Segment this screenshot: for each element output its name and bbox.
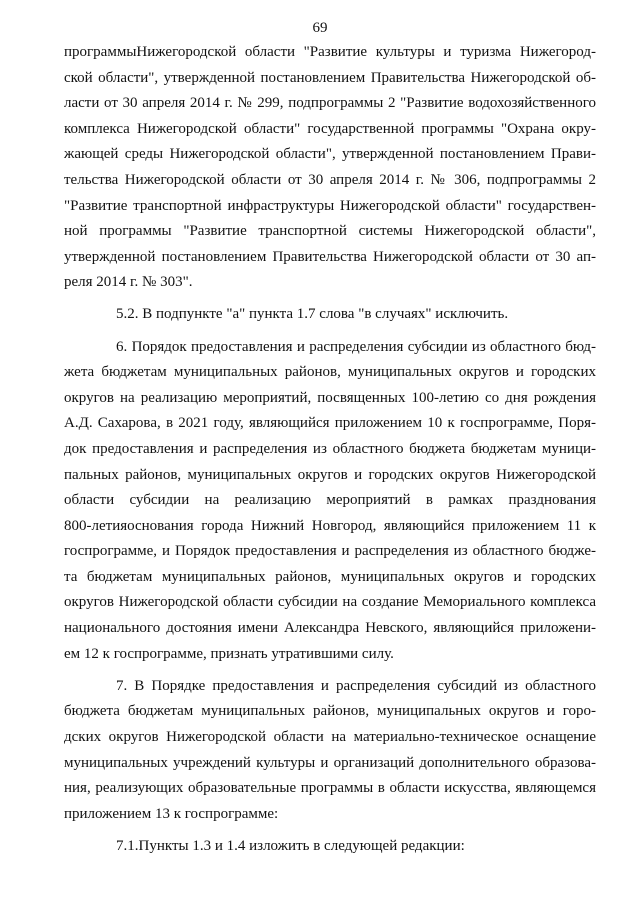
- text-line: тельства Нижегородской области от 30 апреля 2014 г. № 306, подпрограммы 2: [64, 171, 596, 188]
- text-line: 7. В Порядке предоставления и распределения субсидий из областного: [116, 677, 596, 694]
- text-line: ния, реализующих образовательные программы в области искусства, являющемся: [64, 780, 596, 797]
- text-line: 5.2. В подпункте "а" пункта 1.7 слова "в случаях" исключить.: [116, 306, 509, 323]
- paragraph: [64, 302, 596, 328]
- text-line: А.Д. Сахарова, в 2021 году, являющийся приложением 10 к госпрограмме, Поря-: [64, 415, 596, 432]
- text-line: ской области", утвержденной постановлением Правительства Нижегородской об-: [64, 69, 596, 86]
- text-line: утвержденной постановлением Правительства Нижегородской области от 30 ап-: [64, 248, 596, 265]
- text-line: 6. Порядок предоставления и распределения субсидии из областного бюд-: [116, 338, 596, 355]
- text-line: дских округов Нижегородской области на материально-техническое оснащение: [64, 728, 596, 745]
- text-line: ем 12 к госпрограмме, признать утратившими силу.: [64, 645, 394, 662]
- text-line: округов Нижегородской области субсидии на создание Мемориального комплекса: [64, 594, 596, 611]
- text-line: ласти от 30 апреля 2014 г. № 299, подпрограммы 2 "Развитие водохозяйственного: [64, 95, 596, 112]
- text-line: муниципальных учреждений культуры и организаций дополнительного образова-: [64, 754, 596, 771]
- text-line: реля 2014 г. № 303".: [64, 274, 193, 291]
- text-line: области субсидии на реализацию мероприятий в рамках празднования: [64, 492, 596, 509]
- paragraph: [64, 834, 596, 860]
- text-line: госпрограмме, и Порядок предоставления и распределения из областного бюдже-: [64, 543, 596, 560]
- text-line: та бюджетам муниципальных районов, муниципальных округов и городских: [64, 568, 596, 585]
- text-line: комплекса Нижегородской области" государственной программы "Охрана окру-: [64, 120, 596, 137]
- text-line: док предоставления и распределения из областного бюджета бюджетам муници-: [64, 440, 596, 457]
- paragraph: [64, 335, 596, 668]
- text-line: округов на реализацию мероприятий, посвященных 100-летию со дня рождения: [64, 389, 596, 406]
- text-line: ной программы "Развитие транспортной системы Нижегородской области",: [64, 223, 596, 240]
- text-line: жета бюджетам муниципальных районов, муниципальных округов и городских: [64, 364, 596, 381]
- text-line: 7.1.Пункты 1.3 и 1.4 изложить в следующей редакции:: [116, 837, 465, 854]
- text-line: пальных районов, муниципальных округов и городских округов Нижегородской: [64, 466, 596, 483]
- text-line: жающей среды Нижегородской области", утвержденной постановлением Прави-: [64, 146, 596, 163]
- text-line: бюджета бюджетам муниципальных районов, муниципальных округов и горо-: [64, 703, 596, 720]
- text-line: "Развитие транспортной инфраструктуры Нижегородской области" государствен-: [64, 197, 596, 214]
- paragraph: [64, 674, 596, 828]
- text-line: 800-летияоснования города Нижний Новгород, являющийся приложением 11 к: [64, 517, 596, 534]
- text-line: приложением 13 к госпрограмме:: [64, 805, 279, 822]
- document-body: [64, 40, 596, 866]
- text-line: национального достояния имени Александра Невского, являющийся приложени-: [64, 620, 596, 637]
- page-number: 69: [312, 20, 328, 36]
- paragraph: [64, 40, 596, 296]
- text-line: программыНижегородской области "Развитие культуры и туризма Нижегород-: [64, 44, 596, 60]
